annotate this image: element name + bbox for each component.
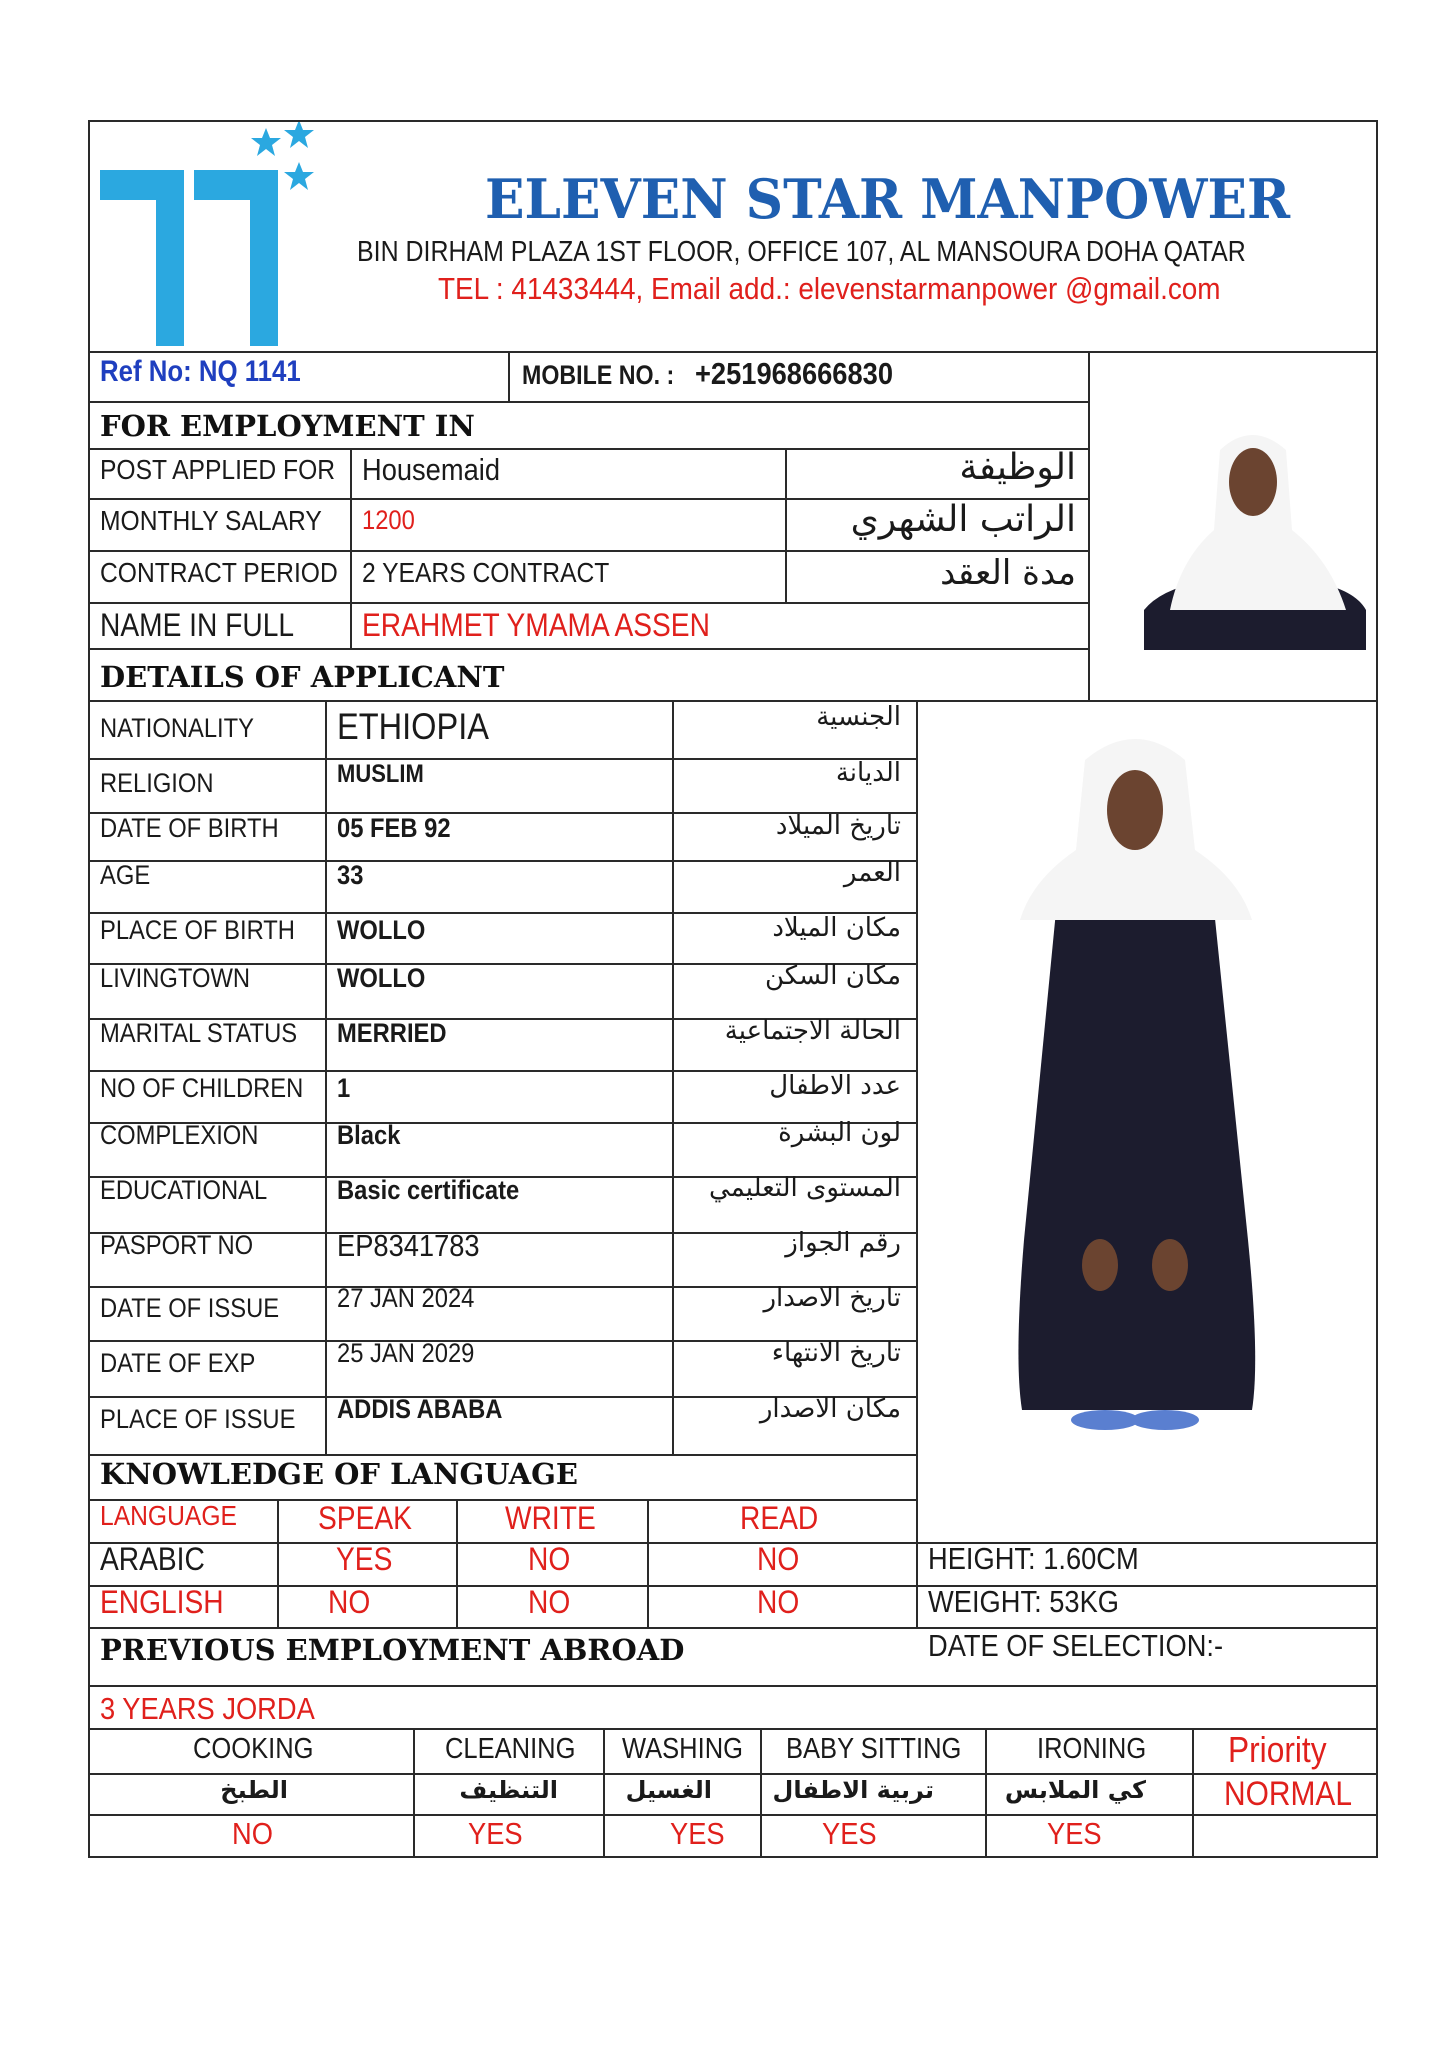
skill-babysitting-arabic: تربية الاطفال [772, 1776, 934, 1804]
details-heading: DETAILS OF APPLICANT [100, 660, 505, 694]
selection-date: DATE OF SELECTION:- [928, 1628, 1224, 1663]
marital-value: MERRIED [337, 1018, 447, 1048]
religion-label: RELIGION [100, 768, 214, 798]
religion-value: MUSLIM [337, 760, 424, 788]
issue-date-value: 27 JAN 2024 [337, 1283, 475, 1313]
passport-arabic: رقم الجواز [785, 1228, 901, 1258]
age-value: 33 [337, 860, 364, 890]
dob-arabic: تاريخ الميلاد [775, 811, 901, 841]
children-label: NO OF CHILDREN [100, 1073, 304, 1103]
lang-english-write: NO [528, 1584, 571, 1620]
ref-number: Ref No: NQ 1141 [100, 355, 301, 388]
dob-value: 05 FEB 92 [337, 813, 451, 843]
livingtown-arabic: مكان السكن [764, 961, 901, 991]
skill-washing: WASHING [622, 1733, 743, 1765]
fullname-label: NAME IN FULL [100, 607, 295, 643]
exp-date-value: 25 JAN 2029 [337, 1338, 475, 1368]
weight-value: WEIGHT: 53KG [928, 1584, 1120, 1619]
education-arabic: المستوى التعليمي [709, 1173, 901, 1203]
pob-arabic: مكان الميلاد [772, 913, 901, 943]
age-arabic: العمر [843, 858, 901, 888]
mobile-label: MOBILE NO. : [522, 360, 675, 390]
children-arabic: عدد الاطفال [769, 1071, 901, 1101]
mobile-number: +251968666830 [695, 356, 893, 391]
marital-label: MARITAL STATUS [100, 1018, 298, 1048]
place-issue-arabic: مكان الاصدار [759, 1394, 901, 1424]
skill-cleaning-value: YES [468, 1816, 523, 1851]
dob-label: DATE OF BIRTH [100, 813, 279, 843]
age-label: AGE [100, 860, 151, 890]
nationality-value: ETHIOPIA [337, 706, 489, 747]
skill-cleaning: CLEANING [445, 1733, 576, 1765]
contract-value: 2 YEARS CONTRACT [362, 557, 610, 588]
skill-cleaning-arabic: التنظيف [459, 1776, 558, 1804]
lang-header-read: READ [740, 1500, 819, 1536]
lang-english: ENGLISH [100, 1584, 224, 1620]
skill-cooking-value: NO [232, 1816, 273, 1851]
livingtown-label: LIVINGTOWN [100, 963, 251, 993]
salary-value: 1200 [362, 505, 415, 535]
priority-label: Priority [1228, 1729, 1327, 1770]
issue-date-label: DATE OF ISSUE [100, 1293, 280, 1323]
place-issue-value: ADDIS ABABA [337, 1394, 503, 1424]
language-heading: KNOWLEDGE OF LANGUAGE [100, 1457, 579, 1491]
post-value: Housemaid [362, 452, 500, 487]
nationality-arabic: الجنسية [816, 702, 901, 732]
place-issue-label: PLACE OF ISSUE [100, 1404, 296, 1434]
livingtown-value: WOLLO [337, 963, 426, 993]
company-address: BIN DIRHAM PLAZA 1ST FLOOR, OFFICE 107, AL MANSOURA DOHA QATAR [357, 236, 1246, 268]
post-arabic: الوظيفة [959, 447, 1076, 488]
skill-washing-arabic: الغسيل [625, 1776, 712, 1804]
lang-arabic-speak: YES [336, 1541, 393, 1577]
complexion-value: Black [337, 1120, 401, 1150]
contract-arabic: مدة العقد [940, 553, 1076, 593]
skill-ironing: IRONING [1037, 1733, 1147, 1765]
skill-cooking: COOKING [193, 1733, 314, 1765]
priority-value: NORMAL [1224, 1775, 1353, 1813]
lang-arabic-read: NO [757, 1541, 800, 1577]
employment-heading: FOR EMPLOYMENT IN [100, 409, 475, 443]
company-contact: TEL : 41433444, Email add.: elevenstarmanpower @gmail.com [438, 271, 1221, 306]
children-value: 1 [337, 1073, 351, 1103]
salary-label: MONTHLY SALARY [100, 505, 322, 536]
full-body-image [990, 720, 1280, 1460]
skill-washing-value: YES [670, 1816, 725, 1851]
passport-label: PASPORT NO [100, 1230, 254, 1260]
company-name: ELEVEN STAR MANPOWER [485, 167, 1291, 231]
skill-ironing-value: YES [1047, 1816, 1102, 1851]
issue-date-arabic: تاريخ الاصدار [763, 1283, 901, 1313]
previous-value: 3 YEARS JORDA [100, 1691, 315, 1726]
applicant-full-photo [990, 720, 1280, 1460]
complexion-arabic: لون البشرة [778, 1118, 901, 1148]
lang-header-speak: SPEAK [318, 1500, 412, 1536]
lang-arabic: ARABIC [100, 1541, 205, 1577]
education-value: Basic certificate [337, 1175, 520, 1205]
exp-date-label: DATE OF EXP [100, 1348, 256, 1378]
skill-babysitting: BABY SITTING [786, 1733, 962, 1765]
passport-value: EP8341783 [337, 1228, 480, 1263]
applicant-headshot [1140, 410, 1370, 650]
skill-babysitting-value: YES [822, 1816, 877, 1851]
pob-value: WOLLO [337, 915, 426, 945]
pob-label: PLACE OF BIRTH [100, 915, 295, 945]
religion-arabic: الديانة [835, 758, 901, 788]
post-label: POST APPLIED FOR [100, 454, 336, 485]
headshot-image [1140, 410, 1370, 650]
lang-english-read: NO [757, 1584, 800, 1620]
lang-header-language: LANGUAGE [100, 1500, 237, 1531]
complexion-label: COMPLEXION [100, 1120, 259, 1150]
nationality-label: NATIONALITY [100, 713, 255, 743]
lang-header-write: WRITE [505, 1500, 596, 1536]
skill-ironing-arabic: كي الملابس [1004, 1776, 1146, 1804]
salary-arabic: الراتب الشهري [850, 499, 1076, 540]
fullname-value: ERAHMET YMAMA ASSEN [362, 607, 710, 643]
skill-cooking-arabic: الطبخ [220, 1776, 288, 1804]
exp-date-arabic: تاريخ الانتهاء [771, 1338, 901, 1368]
previous-heading: PREVIOUS EMPLOYMENT ABROAD [100, 1633, 685, 1667]
education-label: EDUCATIONAL [100, 1175, 268, 1205]
height-value: HEIGHT: 1.60CM [928, 1541, 1139, 1576]
lang-arabic-write: NO [528, 1541, 571, 1577]
marital-arabic: الحالة الاجتماعية [724, 1016, 901, 1046]
contract-label: CONTRACT PERIOD [100, 557, 338, 588]
lang-english-speak: NO [328, 1584, 371, 1620]
